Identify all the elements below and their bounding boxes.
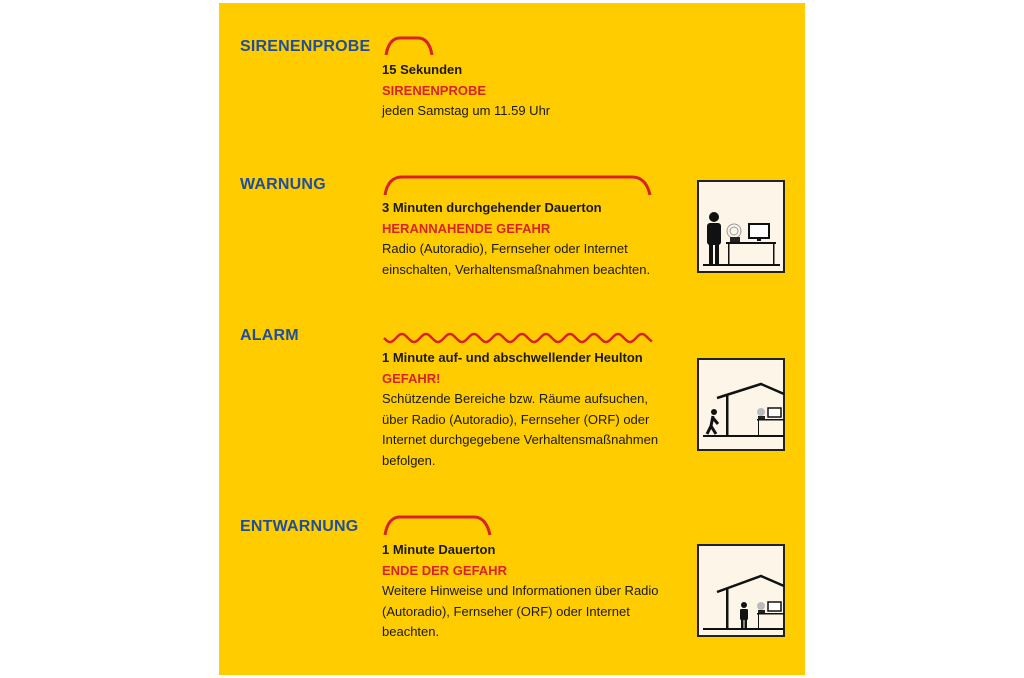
section-title: SIRENENPROBE <box>240 38 371 55</box>
section-title: ENTWARNUNG <box>240 518 359 535</box>
signal-duration: 3 Minuten durchgehender Dauerton <box>382 200 602 215</box>
long-arc-signal-icon <box>382 173 657 197</box>
medium-arc-signal-icon <box>382 513 497 537</box>
person-in-house-icon <box>697 544 785 637</box>
signal-duration: 1 Minute auf- und abschwellender Heulton <box>382 350 643 365</box>
section-title: ALARM <box>240 327 299 344</box>
person-radio-tv-icon <box>697 180 785 273</box>
description-line: jeden Samstag um 11.59 Uhr <box>382 103 551 118</box>
section-title: WARNUNG <box>240 176 326 193</box>
signal-duration: 1 Minute Dauerton <box>382 542 496 557</box>
description-line: Weitere Hinweise und Informationen über Radio <box>382 583 659 598</box>
signal-type: HERANNAHENDE GEFAHR <box>382 220 551 236</box>
description-line: befolgen. <box>382 452 436 468</box>
short-arc-signal-icon <box>382 34 442 58</box>
description-line: (Autoradio), Fernseher (ORF) oder Internet <box>382 603 630 619</box>
wave-signal-icon <box>382 331 657 345</box>
signal-duration: 15 Sekunden <box>382 62 463 77</box>
description-line: Schützende Bereiche bzw. Räume aufsuchen, <box>382 391 648 406</box>
person-walking-into-house-icon <box>697 358 785 451</box>
description-line: über Radio (Autoradio), Fernseher (ORF) oder <box>382 411 650 427</box>
description-line: einschalten, Verhaltensmaßnahmen beachten. <box>382 261 651 277</box>
signal-type: GEFAHR! <box>382 370 441 386</box>
signal-type: ENDE DER GEFAHR <box>382 562 507 578</box>
siren-signals-infographic <box>219 3 805 675</box>
description-line: beachten. <box>382 624 440 639</box>
description-line: Internet durchgegebene Verhaltensmaßnahmen <box>382 432 659 447</box>
description-line: Radio (Autoradio), Fernseher oder Internet <box>382 241 628 256</box>
signal-type: SIRENENPROBE <box>382 82 487 98</box>
